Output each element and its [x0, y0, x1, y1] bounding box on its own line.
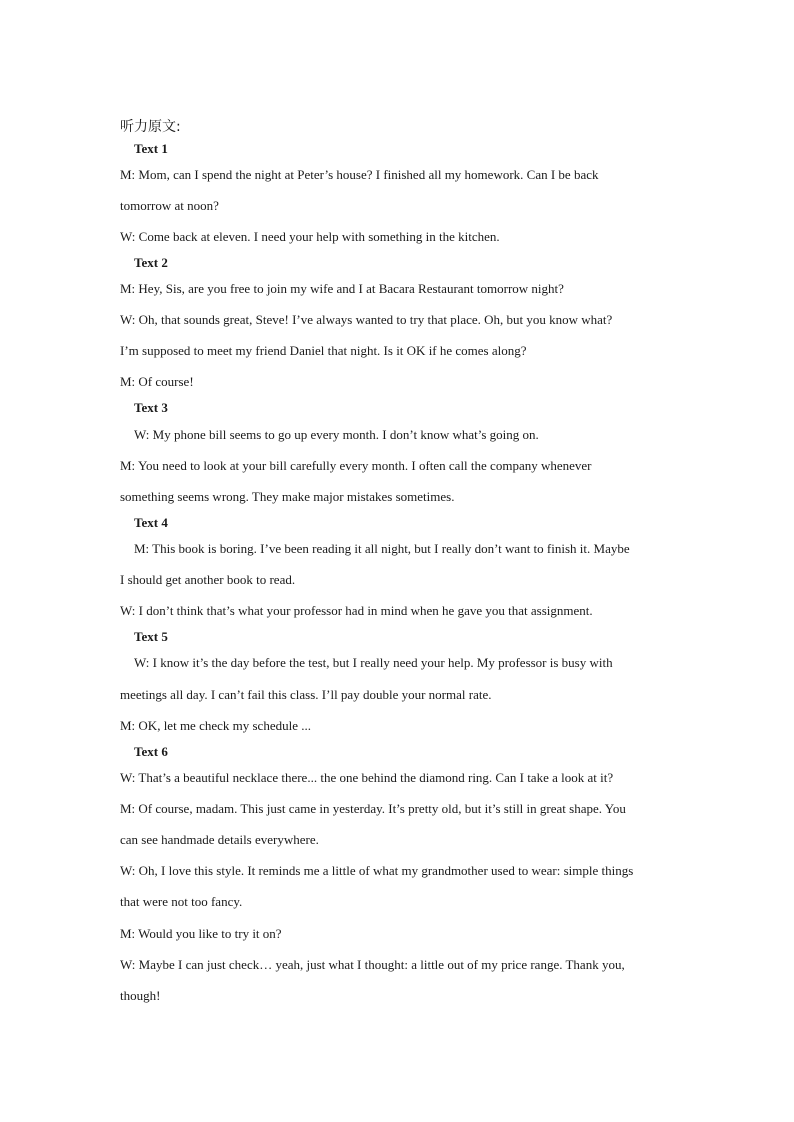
text-heading: Text 5 [134, 629, 168, 644]
dialogue-line: M: You need to look at your bill carefully every month. I often call the company whenever [120, 458, 592, 473]
dialogue-line: that were not too fancy. [120, 894, 243, 909]
dialogue-line: W: Oh, that sounds great, Steve! I’ve always wanted to try that place. Oh, but you know what? [120, 312, 613, 327]
dialogue-line: can see handmade details everywhere. [120, 832, 319, 847]
dialogue-line: W: Maybe I can just check… yeah, just what I thought: a little out of my price range. Thank you, [120, 957, 625, 972]
dialogue-line: though! [120, 988, 161, 1003]
dialogue-line: something seems wrong. They make major mistakes sometimes. [120, 489, 455, 504]
page-title: 听力原文: [120, 119, 181, 135]
dialogue-line: tomorrow at noon? [120, 198, 219, 213]
dialogue-line: M: Of course, madam. This just came in yesterday. It’s pretty old, but it’s still in great shape. You [120, 801, 626, 816]
dialogue-line: W: I know it’s the day before the test, but I really need your help. My professor is busy with [134, 655, 613, 670]
dialogue-line: W: That’s a beautiful necklace there... the one behind the diamond ring. Can I take a look at it? [120, 770, 614, 785]
dialogue-line: W: I don’t think that’s what your professor had in mind when he gave you that assignment. [120, 603, 593, 618]
text-heading: Text 3 [134, 400, 168, 415]
dialogue-line: M: Of course! [120, 374, 194, 389]
text-heading: Text 6 [134, 744, 168, 759]
text-heading: Text 4 [134, 515, 168, 530]
dialogue-line: I should get another book to read. [120, 572, 296, 587]
dialogue-line: M: Would you like to try it on? [120, 926, 282, 941]
dialogue-line: I’m supposed to meet my friend Daniel that night. Is it OK if he comes along? [120, 343, 527, 358]
dialogue-line: M: This book is boring. I’ve been reading it all night, but I really don’t want to finish it. Maybe [134, 541, 630, 556]
text-heading: Text 2 [134, 255, 168, 270]
dialogue-line: W: Come back at eleven. I need your help with something in the kitchen. [120, 229, 500, 244]
dialogue-line: meetings all day. I can’t fail this class. I’ll pay double your normal rate. [120, 687, 492, 702]
dialogue-line: M: Hey, Sis, are you free to join my wife and I at Bacara Restaurant tomorrow night? [120, 281, 564, 296]
dialogue-line: M: Mom, can I spend the night at Peter’s house? I finished all my homework. Can I be back [120, 167, 599, 182]
dialogue-line: W: Oh, I love this style. It reminds me a little of what my grandmother used to wear: simple things [120, 863, 634, 878]
dialogue-line: W: My phone bill seems to go up every month. I don’t know what’s going on. [134, 427, 539, 442]
dialogue-line: M: OK, let me check my schedule ... [120, 718, 311, 733]
text-heading: Text 1 [134, 141, 168, 156]
